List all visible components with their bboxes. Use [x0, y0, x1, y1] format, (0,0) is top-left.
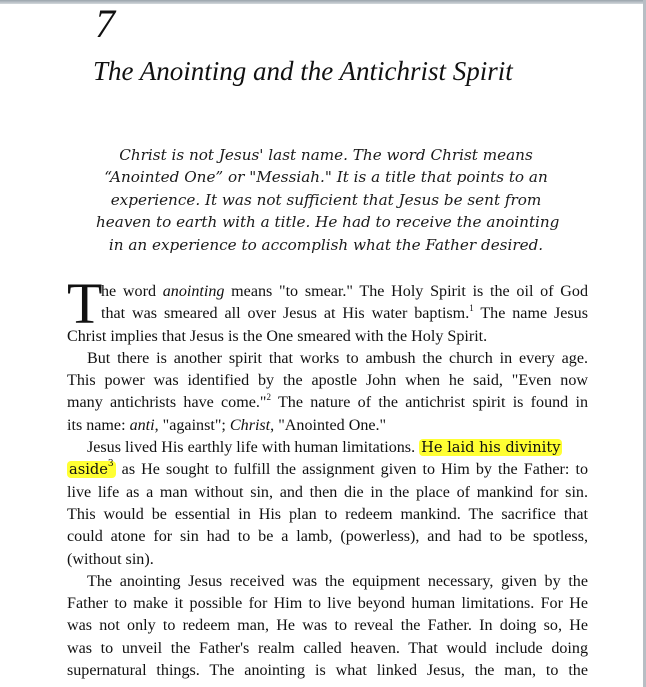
highlighted-text[interactable]: [67, 461, 116, 478]
text-line: Father to make it possible for Him to live beyond human limitations. For He: [67, 595, 588, 613]
text-line: [67, 281, 588, 303]
text-line: live life as a man without sin, and then die in the place of mankind for sin.: [67, 483, 588, 501]
chapter-body: [67, 271, 588, 682]
footnote-marker[interactable]: 3: [107, 459, 114, 470]
italic-term: anointing: [162, 283, 225, 300]
footnote-marker[interactable]: 2: [266, 392, 271, 403]
epigraph-line: “Anointed One” or "Messiah." It is a title that points to an: [104, 168, 548, 187]
text-run: means "to smear." The Holy Spirit is the oil of God: [224, 283, 588, 300]
text-line: supernatural things. The anointing is what linked Jesus, the man, to the: [67, 662, 588, 680]
text-run: as He sought to fulfill the assignment given to Him by the Father: to: [115, 461, 588, 479]
text-line: The anointing Jesus received was the equipment necessary, given by the: [87, 572, 588, 590]
text-run: Jesus lived His earthly life with human limitations.: [87, 439, 416, 457]
epigraph-line: in an experience to accomplish what the Father desired.: [108, 235, 544, 254]
chapter-number: 7: [95, 1, 115, 46]
chapter-epigraph: [96, 144, 560, 256]
text-run: The name Jesus: [473, 305, 588, 323]
text-line: [67, 303, 588, 325]
text-line: (without sin).: [67, 550, 154, 568]
italic-term: anti: [129, 416, 155, 434]
text-run: aside: [69, 461, 108, 479]
text-line: [67, 392, 588, 414]
paragraph-3: [67, 437, 588, 571]
text-line: [67, 459, 588, 481]
paragraph-1: [67, 271, 588, 348]
italic-term: Christ: [229, 416, 271, 434]
text-run: , "Anointed One.": [270, 416, 387, 434]
text-line: could atone for sin had to be a lamb, (powerless), and had to be spotless,: [67, 528, 588, 546]
text-line: Christ implies that Jesus is the One smeared with the Holy Spirit.: [67, 327, 488, 345]
text-line: was not only to redeem man, He was to reveal the Father. In doing so, He: [67, 617, 588, 635]
text-line: This would be essential in His plan to redeem mankind. The sacrifice that: [67, 505, 588, 523]
text-run: The nature of the antichrist spirit is found in: [270, 394, 588, 412]
paragraph-4: [67, 571, 588, 682]
text-line: was to unveil the Father's realm called heaven. That would include doing: [67, 639, 588, 657]
text-run: its name:: [67, 416, 130, 434]
text-run: he word: [101, 283, 163, 300]
epigraph-line: heaven to earth with a title. He had to receive the anointing: [96, 213, 560, 232]
text-line: But there is another spirit that works to ambush the church in every age.: [87, 349, 588, 367]
text-run: many antichrists have come.": [67, 394, 267, 412]
text-line: [67, 415, 588, 437]
footnote-marker[interactable]: 1: [469, 303, 474, 314]
text-line: [67, 437, 588, 459]
epigraph-line: Christ is not Jesus' last name. The word Christ means: [119, 146, 533, 164]
drop-cap: T: [67, 271, 103, 336]
epigraph-line: experience. It was not sufficient that Jesus be sent from: [110, 190, 542, 209]
text-run: that was smeared all over Jesus at His water baptism.: [101, 305, 470, 323]
text-line: This power was identified by the apostle John when he said, "Even now: [67, 372, 588, 390]
paragraph-2: [67, 348, 588, 437]
highlighted-text[interactable]: He laid his divinity: [421, 439, 561, 457]
text-run: , "against";: [154, 416, 230, 434]
chapter-title: The Anointing and the Antichrist Spirit: [93, 56, 513, 86]
